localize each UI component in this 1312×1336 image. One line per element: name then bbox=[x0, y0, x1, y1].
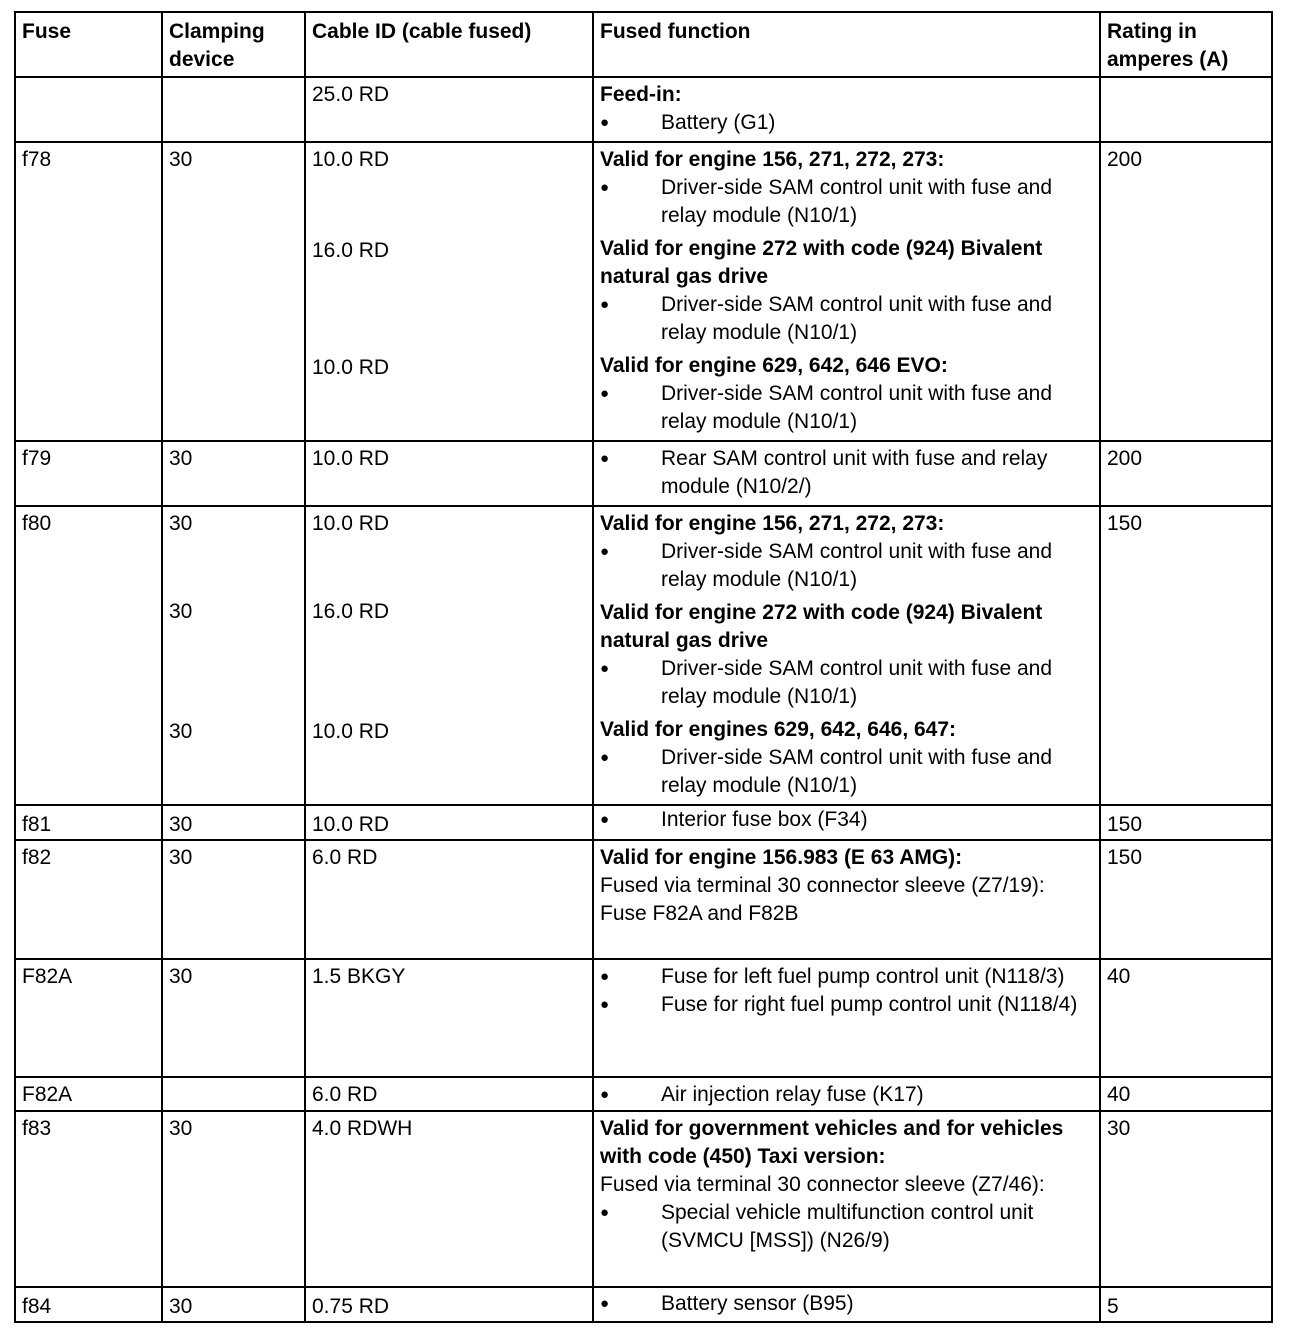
cable-id-line: 10.0 RD bbox=[312, 148, 390, 171]
cell-clamping-device: 30 bbox=[162, 441, 305, 506]
cell-cable-id: 10.0 RD bbox=[305, 805, 593, 840]
bullet-icon: ● bbox=[600, 385, 610, 402]
table-row bbox=[15, 840, 1272, 959]
bullet-item bbox=[600, 538, 1093, 594]
function-heading: Feed-in: bbox=[600, 83, 682, 106]
bullet-icon: ● bbox=[600, 179, 610, 196]
bullet-icon: ● bbox=[600, 996, 610, 1013]
cell-rating: 200 bbox=[1100, 142, 1272, 441]
cell-fused-function bbox=[593, 1077, 1100, 1111]
cell-fused-function bbox=[593, 441, 1100, 506]
header-clamping-device: Clamping device bbox=[162, 12, 305, 77]
cell-cable-id: 1.5 BKGY bbox=[305, 959, 593, 1077]
cell-rating: 150 bbox=[1100, 840, 1272, 959]
table-row bbox=[15, 1077, 1272, 1111]
cell-clamping-device: 30 bbox=[162, 1111, 305, 1287]
clamping-line: 30 bbox=[169, 720, 193, 743]
cell-cable-id: 10.0 RD bbox=[305, 441, 593, 506]
header-fused-function: Fused function bbox=[593, 12, 1100, 77]
cell-cable-id: 6.0 RD bbox=[305, 1077, 593, 1111]
cable-id-line: 10.0 RD bbox=[312, 512, 390, 535]
header-cable-id: Cable ID (cable fused) bbox=[305, 12, 593, 77]
bullet-text: Rear SAM control unit with fuse and relay module (N10/2/) bbox=[661, 447, 1048, 498]
bullet-icon: ● bbox=[600, 114, 610, 131]
clamping-line: 30 bbox=[169, 600, 193, 623]
bullet-item bbox=[600, 1290, 1093, 1318]
cell-clamping-device: 30 bbox=[162, 1287, 305, 1322]
cell-fused-function bbox=[593, 77, 1100, 142]
bullet-icon: ● bbox=[600, 450, 610, 467]
cell-cable-id bbox=[305, 506, 593, 805]
clamping-line: 30 bbox=[169, 512, 193, 535]
bullet-icon: ● bbox=[600, 749, 610, 766]
header-fuse: Fuse bbox=[15, 12, 162, 77]
cell-clamping-device: 30 bbox=[162, 142, 305, 441]
cell-rating: 150 bbox=[1100, 506, 1272, 805]
bullet-item bbox=[600, 655, 1093, 711]
cell-fuse: f82 bbox=[15, 840, 162, 959]
bullet-text: Fuse for left fuel pump control unit (N118/3) bbox=[661, 965, 1065, 988]
cell-rating bbox=[1100, 77, 1272, 142]
header-rating: Rating in amperes (A) bbox=[1100, 12, 1272, 77]
bullet-icon: ● bbox=[600, 660, 610, 677]
bullet-item bbox=[600, 744, 1093, 800]
bullet-text: Fuse for right fuel pump control unit (N118/4) bbox=[661, 993, 1078, 1016]
table-row bbox=[15, 506, 1272, 805]
bullet-text: Driver-side SAM control unit with fuse and relay module (N10/1) bbox=[661, 657, 1052, 708]
bullet-item bbox=[600, 963, 1093, 991]
cell-rating: 40 bbox=[1100, 959, 1272, 1077]
bullet-text: Driver-side SAM control unit with fuse and relay module (N10/1) bbox=[661, 382, 1052, 433]
bullet-item bbox=[600, 806, 1093, 834]
bullet-item bbox=[600, 1199, 1093, 1255]
cell-fused-function bbox=[593, 805, 1100, 840]
bullet-text: Driver-side SAM control unit with fuse and relay module (N10/1) bbox=[661, 293, 1052, 344]
cell-fuse: F82A bbox=[15, 1077, 162, 1111]
cable-id-line: 16.0 RD bbox=[312, 239, 390, 262]
bullet-text: Driver-side SAM control unit with fuse and relay module (N10/1) bbox=[661, 746, 1052, 797]
bullet-item bbox=[600, 445, 1093, 501]
function-heading: Valid for engine 156, 271, 272, 273: bbox=[600, 512, 945, 535]
function-text: Fused via terminal 30 connector sleeve (Z7/46): bbox=[600, 1173, 1045, 1196]
table-row bbox=[15, 805, 1272, 840]
bullet-text: Air injection relay fuse (K17) bbox=[661, 1083, 924, 1106]
function-heading: Valid for engine 272 with code (924) Bivalent natural gas drive bbox=[600, 601, 1043, 652]
function-heading: Valid for engine 156.983 (E 63 AMG): bbox=[600, 846, 963, 869]
cell-clamping-device: 30 bbox=[162, 840, 305, 959]
cell-fused-function bbox=[593, 142, 1100, 441]
cell-cable-id bbox=[305, 142, 593, 441]
cell-cable-id: 4.0 RDWH bbox=[305, 1111, 593, 1287]
cell-fuse: F82A bbox=[15, 959, 162, 1077]
cell-fused-function bbox=[593, 840, 1100, 959]
cell-fuse: f84 bbox=[15, 1287, 162, 1322]
bullet-item bbox=[600, 174, 1093, 230]
table-row bbox=[15, 77, 1272, 142]
bullet-item bbox=[600, 109, 1093, 137]
table-row bbox=[15, 1287, 1272, 1322]
cell-fuse: f78 bbox=[15, 142, 162, 441]
cell-rating: 40 bbox=[1100, 1077, 1272, 1111]
cell-fuse: f83 bbox=[15, 1111, 162, 1287]
cell-cable-id: 6.0 RD bbox=[305, 840, 593, 959]
function-text: Fuse F82A and F82B bbox=[600, 902, 799, 925]
bullet-icon: ● bbox=[600, 811, 610, 828]
cell-cable-id: 25.0 RD bbox=[305, 77, 593, 142]
cell-rating: 30 bbox=[1100, 1111, 1272, 1287]
table-row bbox=[15, 1111, 1272, 1287]
cell-clamping-device: 30 bbox=[162, 959, 305, 1077]
cell-clamping-device bbox=[162, 77, 305, 142]
table-row bbox=[15, 142, 1272, 441]
function-heading: Valid for government vehicles and for vehicles with code (450) Taxi version: bbox=[600, 1117, 1064, 1168]
cell-fuse: f81 bbox=[15, 805, 162, 840]
bullet-item bbox=[600, 291, 1093, 347]
cell-clamping-device bbox=[162, 1077, 305, 1111]
bullet-icon: ● bbox=[600, 296, 610, 313]
cell-cable-id: 0.75 RD bbox=[305, 1287, 593, 1322]
header-row bbox=[15, 12, 1272, 77]
cell-clamping-device bbox=[162, 506, 305, 805]
bullet-item bbox=[600, 380, 1093, 436]
bullet-text: Driver-side SAM control unit with fuse and relay module (N10/1) bbox=[661, 176, 1052, 227]
bullet-text: Battery sensor (B95) bbox=[661, 1292, 854, 1315]
function-heading: Valid for engine 156, 271, 272, 273: bbox=[600, 148, 945, 171]
bullet-item bbox=[600, 1081, 1093, 1109]
function-heading: Valid for engines 629, 642, 646, 647: bbox=[600, 718, 957, 741]
cable-id-line: 16.0 RD bbox=[312, 600, 390, 623]
table-row bbox=[15, 441, 1272, 506]
cell-clamping-device: 30 bbox=[162, 805, 305, 840]
cell-rating: 5 bbox=[1100, 1287, 1272, 1322]
cell-fused-function bbox=[593, 959, 1100, 1077]
bullet-text: Special vehicle multifunction control unit (SVMCU [MSS]) (N26/9) bbox=[661, 1201, 1034, 1252]
bullet-item bbox=[600, 991, 1093, 1019]
cell-fused-function bbox=[593, 1287, 1100, 1322]
table-row bbox=[15, 959, 1272, 1077]
cell-rating: 200 bbox=[1100, 441, 1272, 506]
cell-rating: 150 bbox=[1100, 805, 1272, 840]
bullet-text: Battery (G1) bbox=[661, 111, 776, 134]
bullet-text: Interior fuse box (F34) bbox=[661, 808, 868, 831]
cell-fuse: f79 bbox=[15, 441, 162, 506]
function-heading: Valid for engine 629, 642, 646 EVO: bbox=[600, 354, 948, 377]
cell-fused-function bbox=[593, 506, 1100, 805]
bullet-icon: ● bbox=[600, 1295, 610, 1312]
fuse-table bbox=[14, 11, 1273, 1323]
bullet-icon: ● bbox=[600, 543, 610, 560]
bullet-icon: ● bbox=[600, 1086, 610, 1103]
function-heading: Valid for engine 272 with code (924) Bivalent natural gas drive bbox=[600, 237, 1043, 288]
bullet-text: Driver-side SAM control unit with fuse and relay module (N10/1) bbox=[661, 540, 1052, 591]
bullet-icon: ● bbox=[600, 1204, 610, 1221]
cell-fuse: f80 bbox=[15, 506, 162, 805]
cable-id-line: 10.0 RD bbox=[312, 356, 390, 379]
cell-fused-function bbox=[593, 1111, 1100, 1287]
cell-fuse bbox=[15, 77, 162, 142]
cable-id-line: 10.0 RD bbox=[312, 720, 390, 743]
function-text: Fused via terminal 30 connector sleeve (Z7/19): bbox=[600, 874, 1045, 897]
bullet-icon: ● bbox=[600, 968, 610, 985]
